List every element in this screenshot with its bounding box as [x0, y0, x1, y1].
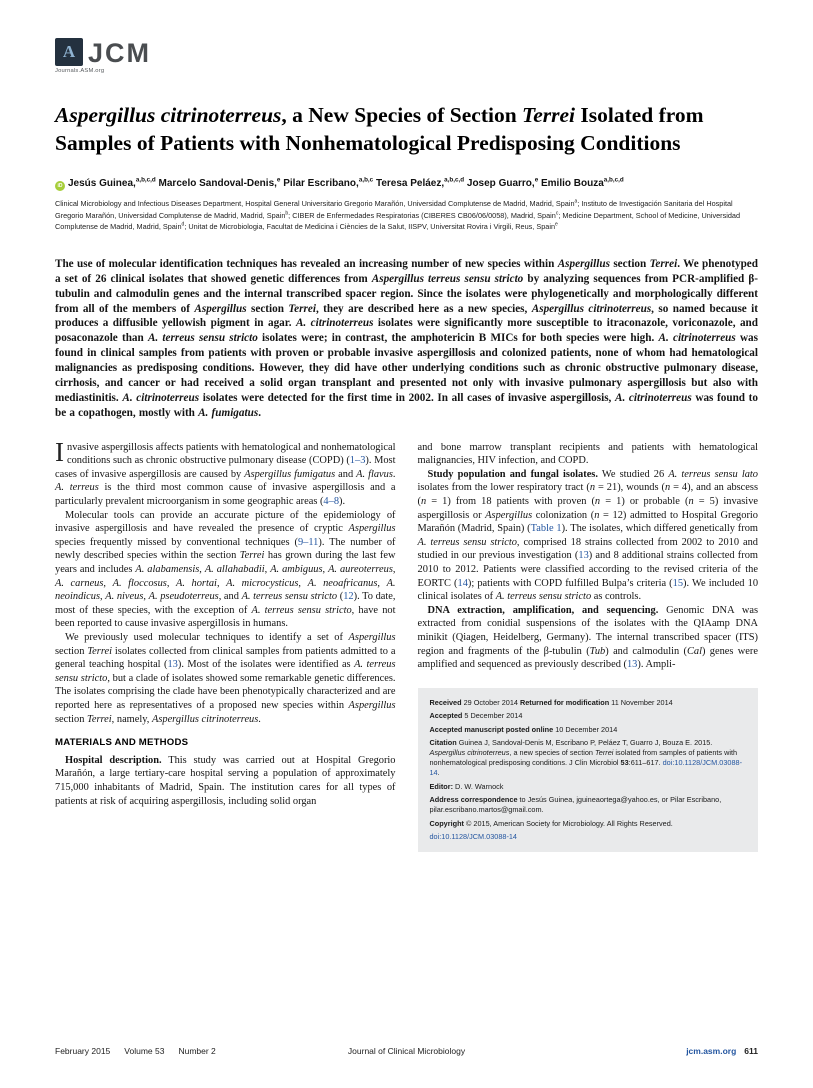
info-copyright-line: Copyright © 2015, American Society for Microbiology. All Rights Reserved.	[429, 818, 673, 828]
info-accepted-line: Accepted 5 December 2014	[429, 711, 523, 721]
jcm-logo-text: JCM	[88, 38, 152, 68]
paragraph-continuation: and bone marrow transplant recipients and patients with hematological malignancies, HIV infection, and COPD.	[417, 441, 758, 467]
author-list: Jesús Guinea,$^{a,b,c,d}$ Marcelo Sandoval-Denis,$^e$ Pilar Escribano,$^{a,b,c}$ Teresa Peláez,$^{a,b,c,d}$ Josep Guarro,$^e$ Emilio Bouza$^{a,b,c,d}$	[68, 176, 624, 189]
issue-info	[55, 1046, 289, 1056]
asm-logo-icon	[55, 38, 83, 66]
paragraph-study-population: Study population and fungal isolates. We studied 26 A. terreus sensu lato isolates from the lower respiratory tract (n = 21), wounds (n = 4), and an abscess (n = 1) from 18 patients with proven (n = 1) or probable (n = 5) invasive aspergillosis or Aspergillus colonization (n = 12) admitted to Hospital Gregorio Marañón (Madrid, Spain) (Table 1). The isolates, which differed genetically from A. terreus sensu stricto, comprised 18 strains collected from 2002 to 2010 and studied in our previous investigation (13) and 8 additional strains collected from 2010 to 2012. Patients were classified according to the revised criteria of the EORTC (14); patients with COPD fulfilled Bulpa’s criteria (15). We included 10 clinical isolates of A. terreus sensu stricto as controls.	[417, 468, 759, 603]
article-title: Aspergillus citrinoterreus, a New Species of Section Terrei Isolated from Samples of Patients with Nonhematological Predisposing Conditions	[55, 103, 704, 155]
abstract: The use of molecular identification techniques has revealed an increasing number of new species within Aspergillus section Terrei. We phenotyped a set of 26 clinical isolates that showed genetic differences from Aspergillus terreus sensu stricto by analyzing sequences from PCR-amplified β-tubulin and calmodulin genes and the internal transcribed spacer region. Since the isolates were phylogenetically and morphologically different from all of the members of Aspergillus section Terrei, they are described here as a new species, Aspergillus citrinoterreus, so named because it produces a diffusible yellowish pigment in agar. A. citrinoterreus isolates were significantly more susceptible to itraconazole, voriconazole, and posaconazole than A. terreus sensu stricto isolates were; in contrast, the amphotericin B MICs for both species were high. A. citrinoterreus was found in clinical samples from patients with proven or probable invasive aspergillosis and colonized patients, none of whom had hematological malignancies as predisposing conditions. However, they did have other underlying conditions such as chronic obstructive pulmonary disease, cirrhosis, and cancer or had received a solid organ transplant and presented not only with invasive pulmonary aspergillosis but also with mediastinitis. A. citrinoterreus isolates were detected for the first time in 2002. In all cases of invasive aspergillosis, A. citrinoterreus was found to be a copathogen, mostly with A. fumigatus.	[55, 257, 759, 419]
issue-volume: Volume 53	[124, 1046, 165, 1056]
journal-url-link[interactable]: jcm.asm.org	[686, 1046, 737, 1056]
asm-logo-glyph: A	[62, 42, 76, 61]
issue-number: Number 2	[178, 1046, 216, 1056]
info-citation-line: Citation Guinea J, Sandoval-Denis M, Escribano P, Peláez T, Guarro J, Bouza E. 2015. Aspergillus citrinoterreus, a new species of section Terrei isolated from samples of patients with nonhematological predisposing conditions. J Clin Microbiol 53:611–617. doi:10.1128/JCM.03088-14.	[429, 738, 742, 778]
body-column-right	[418, 441, 759, 853]
info-doi-link[interactable]: doi:10.1128/JCM.03088-14	[429, 832, 517, 842]
issue-date: February 2015	[55, 1046, 111, 1056]
journal-name: Journal of Clinical Microbiology	[347, 1046, 466, 1056]
paragraph: We previously used molecular techniques to identify a set of Aspergillus section Terrei isolates collected from clinical samples from patients admitted to a general teaching hospital (13). Most of the isolates were identified as A. terreus sensu stricto, but a clade of isolates showed some remarkable genetic differences. The isolates comprising the clade have been phenotypically characterized and are reported here as representatives of a proposed new species within Aspergillus section Terrei, namely, Aspergillus citrinoterreus.	[55, 632, 396, 725]
body-column-left	[55, 436, 396, 853]
paragraph-dna-extraction: DNA extraction, amplification, and sequencing. Genomic DNA was extracted from conidial suspensions of the isolates with the QIAamp DNA minikit (Qiagen, Heidelberg, Germany). The internal transcribed spacer (ITS) region and fragments of the β-tubulin (Tub) and calmodulin (Cal) genes were amplified and sequenced as previously described (13). Ampli-	[417, 604, 758, 671]
info-correspondence-line: Address correspondence to Jesús Guinea, jguineaortega@yahoo.es, or Pilar Escribano, pilar.escribano.martos@gmail.com.	[429, 795, 722, 815]
info-posted-online-line: Accepted manuscript posted online 10 December 2014	[429, 724, 618, 734]
journal-masthead	[55, 38, 758, 74]
footer-right	[524, 1046, 758, 1056]
page-number: 611	[744, 1046, 758, 1056]
info-received-line: Received 29 October 2014 Returned for modification 11 November 2014	[429, 697, 673, 707]
info-editor-line: Editor: D. W. Warnock	[429, 781, 504, 791]
article-info-box	[418, 688, 759, 853]
paragraph-intro: Invasive aspergillosis affects patients with hematological and nonhematological conditions such as chronic obstructive pulmonary disease (COPD) (1–3). Most cases of invasive aspergillosis are caused by Aspergillus fumigatus and A. flavus. A. terreus is the third most common cause of invasive aspergillosis and a particularly prevalent microorganism in some geographic areas (4–8).	[55, 436, 396, 508]
paragraph-hospital-description: Hospital description. This study was carried out at Hospital Gregorio Marañón, a large tertiary-care hospital serving a population of approximately 715,000 inhabitants of Madrid, Spain. The institution cares for all types of patients at risk of acquiring aspergillosis, including solid organ	[55, 754, 396, 807]
journal-tagline: Journals.ASM.org	[55, 68, 105, 74]
authors-row	[55, 178, 758, 191]
page-footer	[55, 1046, 758, 1056]
article-body	[55, 436, 759, 853]
orcid-icon[interactable]: iD	[55, 181, 65, 191]
affiliations: Clinical Microbiology and Infectious Diseases Department, Hospital General Universitario Gregorio Marañón, Universidad Complutense de Madrid, Madrid, Spain$^a$; Instituto de Investigación Sanitaria del Hospital Gregorio Marañón, Universidad Complutense de Madrid, Madrid, Spain$^b$; CIBER de Enfermedades Respiratorias (CIBERES CB06/06/0058), Madrid, Spain$^c$; Medicine Department, School of Medicine, Universidad Complutense de Madrid, Madrid, Spain$^d$; Unitat de Microbiologia, Facultat de Medicina i Ciències de la Salut, IISPV, Universitat Rovira i Virgili, Reus, Spain$^e$	[55, 198, 741, 232]
paragraph: Molecular tools can provide an accurate picture of the epidemiology of invasive aspergillosis and have revealed the presence of cryptic Aspergillus species frequently missed by conventional techniques (9–11). The number of newly described species within the section Terrei has grown during the last few years and includes A. alabamensis, A. allahabadii, A. ambiguus, A. aureoterreus, A. carneus, A. floccosus, A. hortai, A. microcysticus, A. neoafricanus, A. neoindicus, A. niveus, A. pseudoterreus, and A. terreus sensu stricto (12). To date, most of these species, with the exception of A. terreus sensu stricto, have not been reported to cause invasive aspergillosis in humans.	[55, 509, 396, 630]
section-heading-materials-and-methods: MATERIALS AND METHODS	[55, 737, 189, 749]
